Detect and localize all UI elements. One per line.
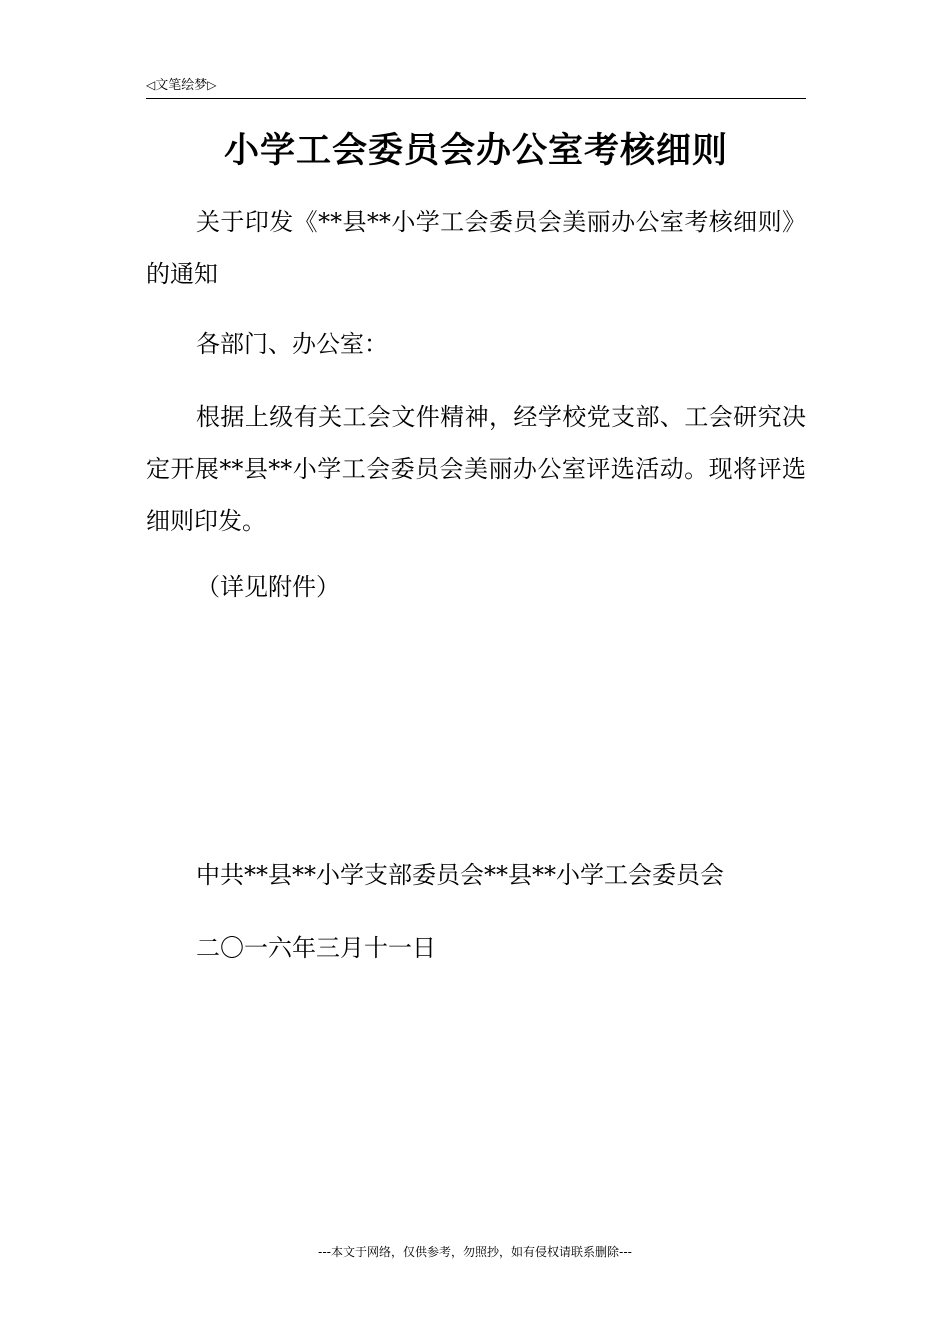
page-header [146,76,806,99]
attachment-note: （详见附件） [196,573,340,601]
right-triangle-icon: ▷ [207,78,217,92]
notice-title: 关于印发《**县**小学工会委员会美丽办公室考核细则》的通知 [146,208,806,288]
footer-disclaimer: ---本文于网络，仅供参考，勿照抄，如有侵权请联系删除--- [318,1245,632,1259]
header-text: 文笔绘梦 [155,78,208,93]
left-triangle-icon: ◁ [146,78,156,92]
document-title: 小学工会委员会办公室考核细则 [223,131,728,171]
signature: 中共**县**小学支部委员会**县**小学工会委员会 [196,861,724,889]
salutation: 各部门、办公室： [196,330,388,358]
date: 二〇一六年三月十一日 [196,934,436,962]
main-paragraph: 根据上级有关工会文件精神，经学校党支部、工会研究决定开展**县**小学工会委员会美丽办公室评选活动。现将评选细则印发。 [146,403,806,535]
